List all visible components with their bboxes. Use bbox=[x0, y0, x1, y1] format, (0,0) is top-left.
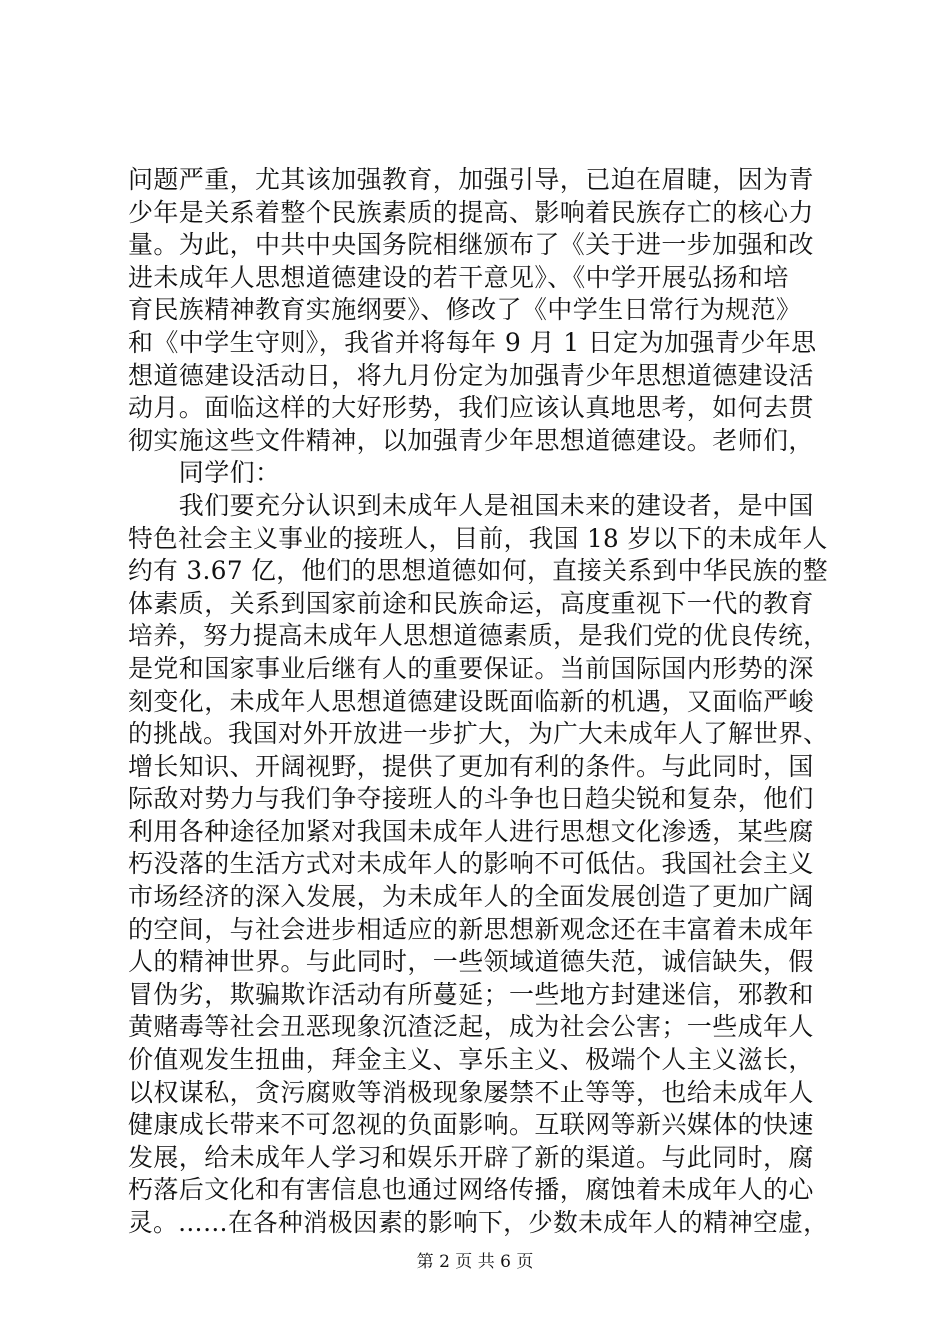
text-line: 健康成长带来不可忽视的负面影响。互联网等新兴媒体的快速 bbox=[128, 1110, 814, 1140]
text-line: 想道德建设活动日，将九月份定为加强青少年思想道德建设活 bbox=[128, 360, 814, 390]
text-line: 彻实施这些文件精神，以加强青少年思想道德建设。老师们， bbox=[128, 425, 814, 455]
text-line: 量。为此，中共中央国务院相继颁布了《关于进一步加强和改 bbox=[128, 230, 814, 260]
text-line: 我们要充分认识到未成年人是祖国未来的建设者，是中国 bbox=[128, 490, 814, 520]
text-line: 以权谋私，贪污腐败等消极现象屡禁不止等等，也给未成年人 bbox=[128, 1077, 814, 1107]
text-line: 市场经济的深入发展，为未成年人的全面发展创造了更加广阔 bbox=[128, 882, 814, 912]
text-line: 朽没落的生活方式对未成年人的影响不可低估。我国社会主义 bbox=[128, 849, 814, 879]
text-line: 冒伪劣，欺骗欺诈活动有所蔓延；一些地方封建迷信，邪教和 bbox=[128, 979, 814, 1009]
text-line: 进未成年人思想道德建设的若干意见》、《中学开展弘扬和培 bbox=[128, 262, 789, 292]
text-line: 动月。面临这样的大好形势，我们应该认真地思考，如何去贯 bbox=[128, 393, 814, 423]
text-line: 发展，给未成年人学习和娱乐开辟了新的渠道。与此同时，腐 bbox=[128, 1142, 814, 1172]
text-line: 体素质，关系到国家前途和民族命运，高度重视下一代的教育 bbox=[128, 588, 814, 618]
body-text bbox=[128, 164, 828, 1240]
text-line: 的挑战。我国对外开放进一步扩大，为广大未成年人了解世界、 bbox=[128, 719, 829, 749]
text-line: 约有 3.67 亿，他们的思想道德如何，直接关系到中华民族的整 bbox=[128, 556, 828, 586]
text-line: 增长知识、开阔视野，提供了更加有利的条件。与此同时，国 bbox=[128, 751, 814, 781]
text-line: 是党和国家事业后继有人的重要保证。当前国际国内形势的深 bbox=[128, 653, 814, 683]
text-line: 人的精神世界。与此同时，一些领域道德失范，诚信缺失，假 bbox=[128, 947, 814, 977]
text-line: 育民族精神教育实施纲要》、修改了《中学生日常行为规范》 bbox=[128, 295, 802, 325]
page-number-footer: 第 2 页 共 6 页 bbox=[416, 1252, 534, 1272]
text-line: 问题严重，尤其该加强教育，加强引导，已迫在眉睫，因为青 bbox=[128, 165, 814, 194]
text-line: 黄赌毒等社会丑恶现象沉渣泛起，成为社会公害；一些成年人 bbox=[128, 1012, 814, 1042]
text-line: 同学们： bbox=[128, 458, 281, 488]
text-line: 培养，努力提高未成年人思想道德素质，是我们党的优良传统， bbox=[128, 621, 829, 651]
text-line: 灵。……在各种消极因素的影响下，少数未成年人的精神空虚， bbox=[128, 1208, 829, 1237]
text-line: 和《中学生守则》，我省并将每年 9 月 1 日定为加强青少年思 bbox=[128, 327, 817, 357]
text-line: 的空间，与社会进步相适应的新思想新观念还在丰富着未成年 bbox=[128, 914, 814, 944]
text-line: 际敌对势力与我们争夺接班人的斗争也日趋尖锐和复杂，他们 bbox=[128, 784, 814, 814]
text-line: 刻变化，未成年人思想道德建设既面临新的机遇，又面临严峻 bbox=[128, 686, 814, 716]
text-line: 价值观发生扭曲，拜金主义、享乐主义、极端个人主义滋长， bbox=[128, 1045, 814, 1075]
text-line: 特色社会主义事业的接班人，目前，我国 18 岁以下的未成年人 bbox=[128, 523, 828, 553]
text-line: 少年是关系着整个民族素质的提高、影响着民族存亡的核心力 bbox=[128, 197, 814, 227]
text-line: 利用各种途径加紧对我国未成年人进行思想文化渗透，某些腐 bbox=[128, 816, 814, 846]
text-line: 朽落后文化和有害信息也通过网络传播，腐蚀着未成年人的心 bbox=[128, 1175, 814, 1205]
